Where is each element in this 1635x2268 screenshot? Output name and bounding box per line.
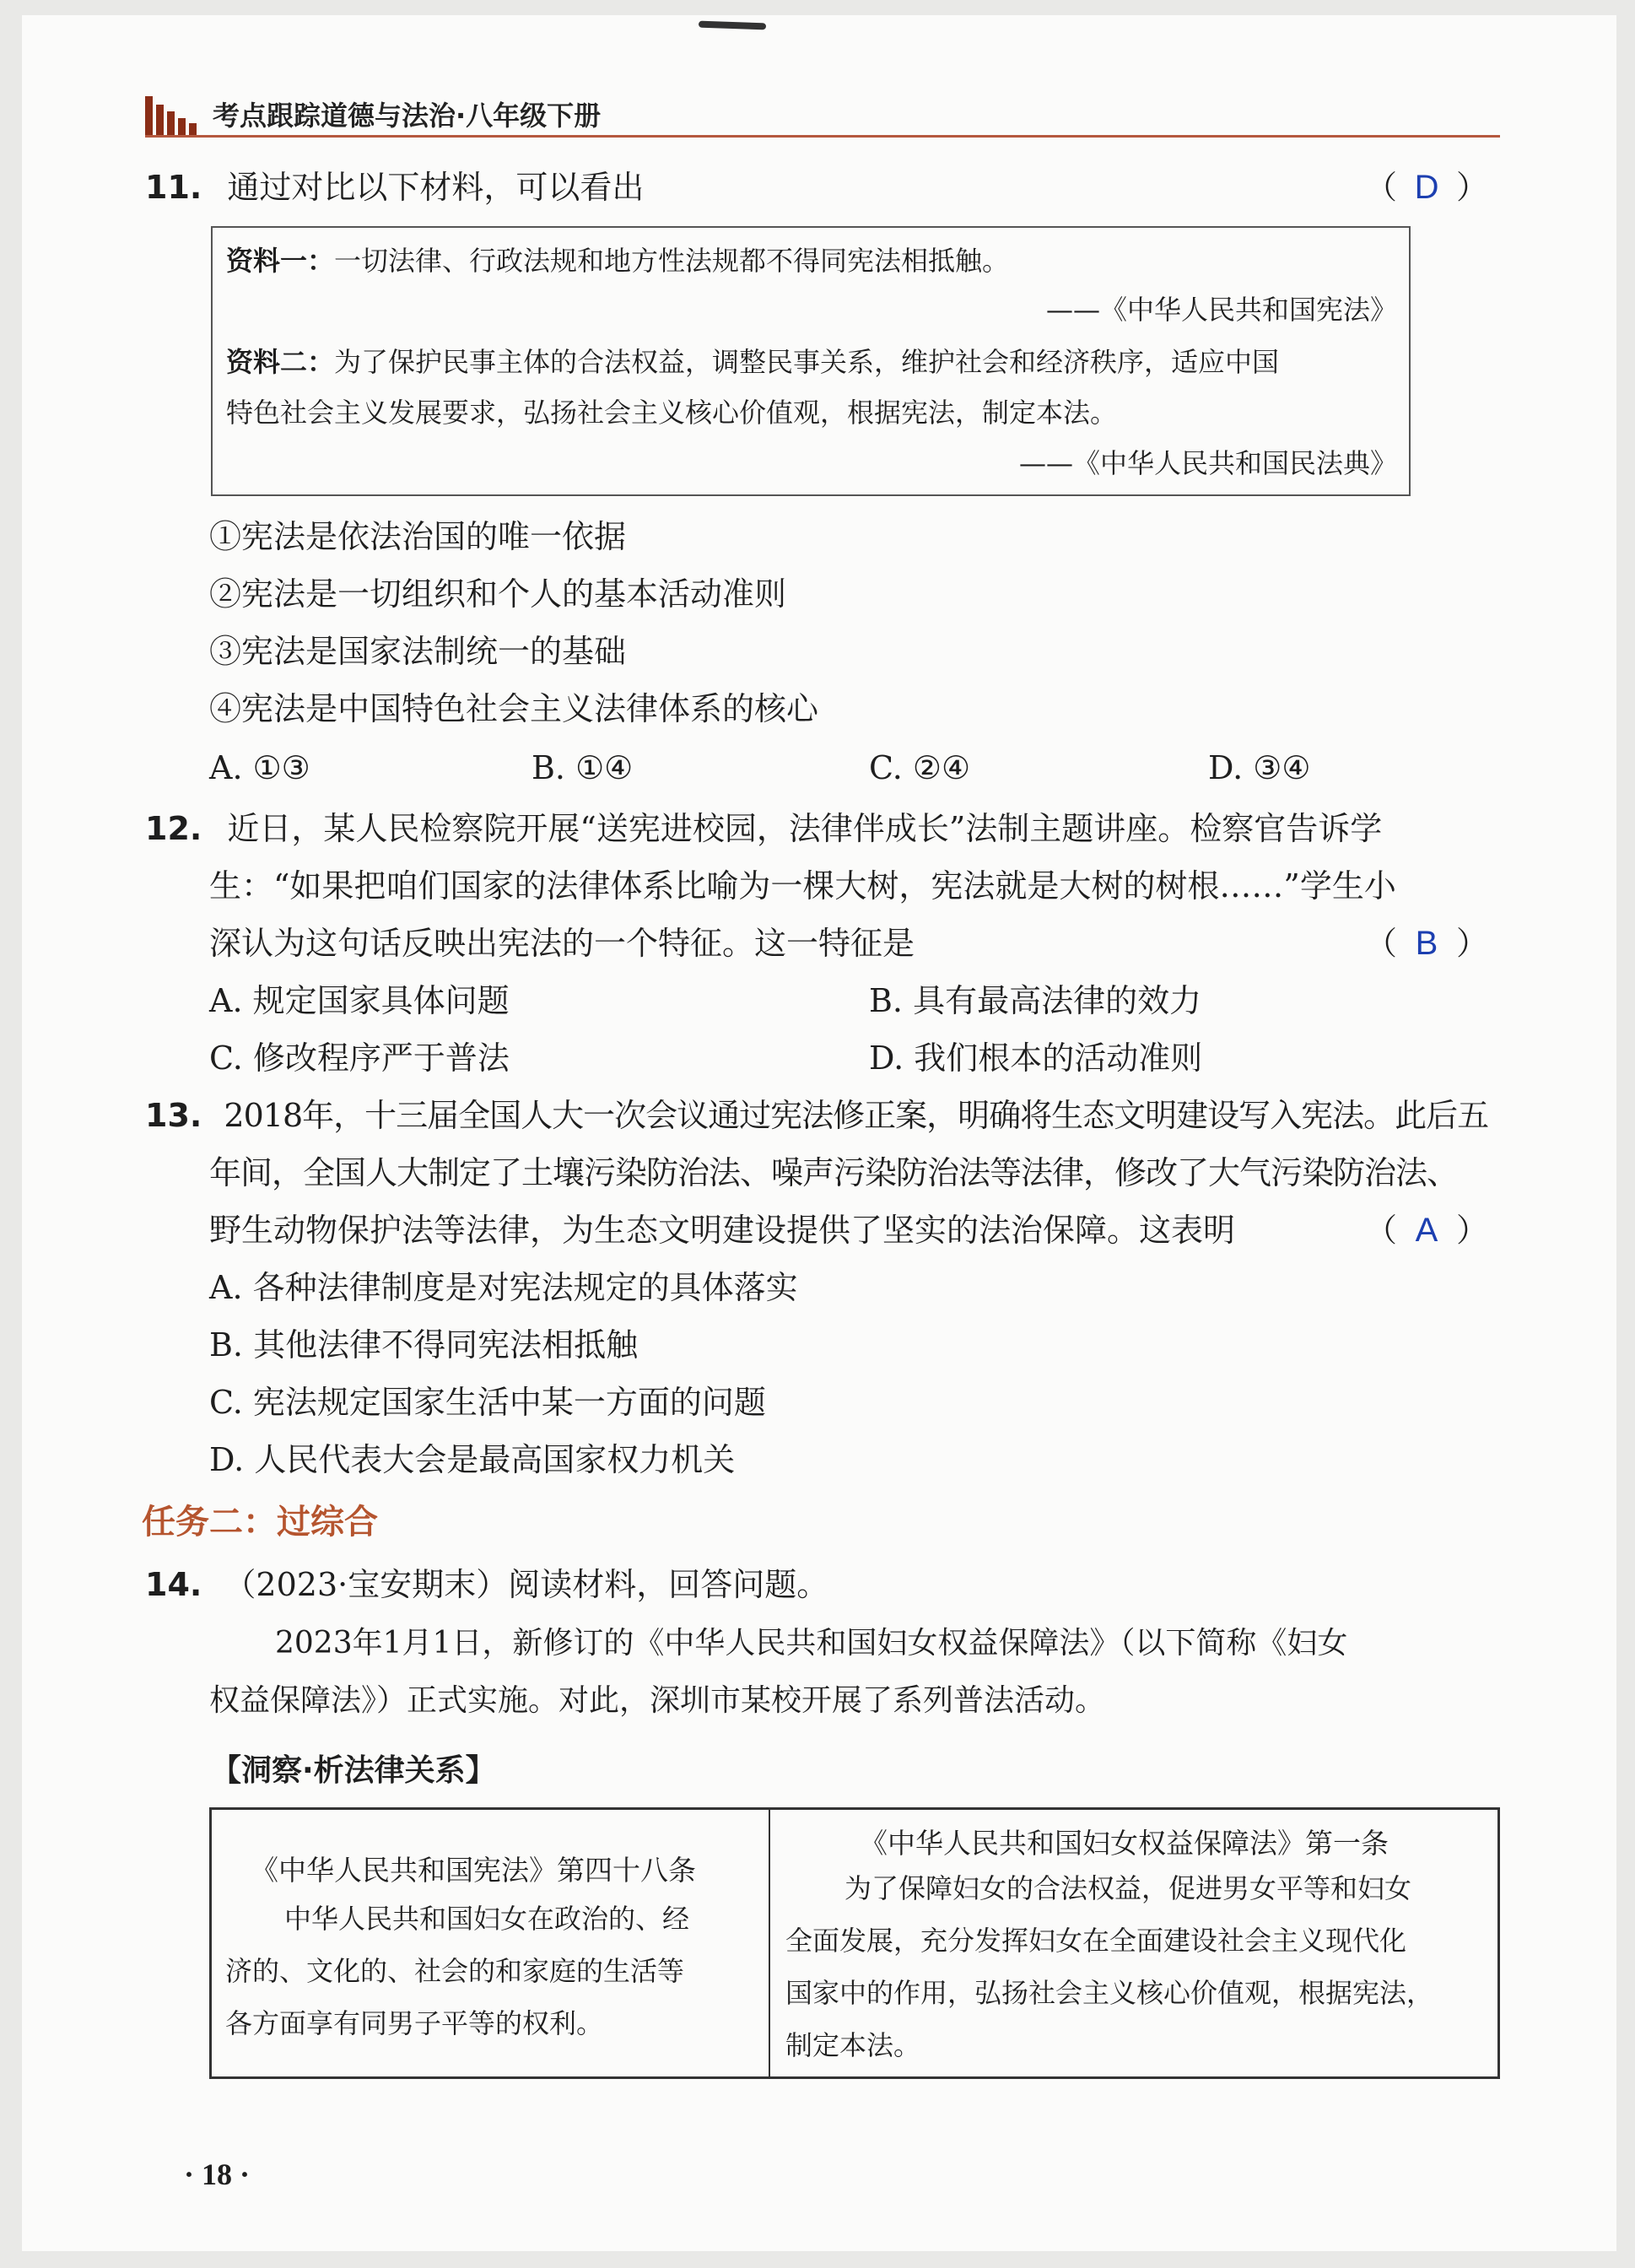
header-title: 考点跟踪道德与法治·八年级下册 — [213, 100, 602, 132]
q11-statement-2: ②宪法是一切组织和个人的基本活动准则 — [209, 575, 787, 613]
q12-number: 12. — [145, 810, 202, 847]
q13-option-c: C. 宪法规定国家生活中某一方面的问题 — [209, 1384, 766, 1421]
q12-answer: （ B ） — [1365, 925, 1489, 962]
table-left-line1: 中华人民共和国妇女在政治的、经 — [284, 1903, 690, 1935]
q12-option-c: C. 修改程序严于普法 — [209, 1040, 510, 1077]
material-1-label: 资料一： — [226, 245, 335, 277]
q11-answer-letter: D — [1414, 169, 1439, 206]
section-heading: 任务二：过综合 — [142, 1503, 378, 1542]
page-number: · 18 · — [184, 2157, 251, 2191]
material-1-text: 一切法律、行政法规和地方性法规都不得同宪法相抵触。 — [334, 245, 1010, 277]
material-2-line1 — [226, 344, 1279, 380]
table-left-text — [225, 1893, 689, 2049]
q13-line3: 野生动物保护法等法律，为生态文明建设提供了坚实的法治保障。这表明 — [209, 1212, 1236, 1249]
table-right-line4: 制定本法。 — [785, 2029, 921, 2061]
header-rule — [145, 135, 1500, 138]
material-2-source: ——《中华人民共和国民法典》 — [1018, 447, 1397, 479]
law-comparison-table — [209, 1807, 1500, 2079]
q13-text1: 2018年，十三届全国人大一次会议通过宪法修正案，明确将生态文明建设写入宪法。此后五 — [224, 1097, 1489, 1134]
q12-option-b: B. 具有最高法律的效力 — [869, 982, 1202, 1019]
table-divider — [769, 1810, 770, 2076]
q13-number: 13. — [145, 1097, 202, 1134]
q14-number: 14. — [145, 1566, 202, 1603]
q13-option-d: D. 人民代表大会是最高国家权力机关 — [209, 1441, 736, 1478]
q11-option-b: B. ①④ — [532, 749, 634, 786]
q12-option-d: D. 我们根本的活动准则 — [869, 1040, 1203, 1077]
table-left-line2: 济的、文化的、社会的和家庭的生活等 — [225, 1955, 685, 1987]
q14-subheading: 【洞察·析法律关系】 — [211, 1753, 496, 1788]
q12-line2: 生：“如果把咱们国家的法律体系比喻为一棵大树，宪法就是大树的树根……”学生小 — [209, 867, 1396, 904]
table-left-title: 《中华人民共和国宪法》第四十八条 — [251, 1854, 696, 1887]
material-2-line2: 特色社会主义发展要求，弘扬社会主义核心价值观，根据宪法，制定本法。 — [226, 397, 1118, 429]
q12-text1: 近日，某人民检察院开展“送宪进校园，法律伴成长”法制主题讲座。检察官告诉学 — [227, 810, 1383, 847]
q11-text: 通过对比以下材料，可以看出 — [227, 169, 645, 206]
table-right-line2: 全面发展，充分发挥妇女在全面建设社会主义现代化 — [785, 1925, 1407, 1957]
q11-material-box — [211, 226, 1411, 496]
q12-line3: 深认为这句话反映出宪法的一个特征。这一特征是 — [209, 925, 915, 962]
table-right-line1: 为了保障妇女的合法权益，促进男女平等和妇女 — [844, 1872, 1412, 1904]
q11-number: 11. — [145, 169, 202, 206]
q13-line1 — [145, 1095, 1488, 1136]
q12-option-a: A. 规定国家具体问题 — [209, 982, 510, 1019]
q11-answer: （ D ） — [1365, 169, 1489, 206]
material-2-label: 资料二： — [226, 346, 335, 378]
table-right-line3: 国家中的作用，弘扬社会主义核心价值观，根据宪法， — [785, 1977, 1434, 2009]
material-1-source: ——《中华人民共和国宪法》 — [1045, 294, 1397, 326]
q13-answer: （ A ） — [1365, 1212, 1489, 1249]
q13-option-b: B. 其他法律不得同宪法相抵触 — [209, 1326, 639, 1364]
q13-option-a: A. 各种法律制度是对宪法规定的具体落实 — [209, 1269, 798, 1306]
book-logo-icon — [145, 94, 197, 135]
material-2-text1: 为了保护民事主体的合法权益，调整民事关系，维护社会和经济秩序，适应中国 — [334, 346, 1280, 378]
q12-line1 — [145, 808, 1382, 849]
table-left-line3: 各方面享有同男子平等的权利。 — [225, 2007, 604, 2039]
q11-stem — [145, 167, 644, 208]
q11-statement-4: ④宪法是中国特色社会主义法律体系的核心 — [209, 690, 819, 727]
table-right-title: 《中华人民共和国妇女权益保障法》第一条 — [860, 1827, 1389, 1860]
q14-para1: 2023年1月1日，新修订的《中华人民共和国妇女权益保障法》（以下简称《妇女 — [275, 1626, 1348, 1660]
q14-line1 — [145, 1564, 828, 1605]
material-1 — [226, 243, 1009, 278]
q11-option-c: C. ②④ — [869, 749, 971, 786]
q14-text1: （2023·宝安期末）阅读材料，回答问题。 — [224, 1566, 829, 1603]
q11-statement-1: ①宪法是依法治国的唯一依据 — [209, 518, 627, 555]
q14-para2: 权益保障法》）正式实施。对此，深圳市某校开展了系列普法活动。 — [209, 1683, 1106, 1718]
q12-answer-letter: B — [1415, 925, 1438, 962]
table-right-text — [785, 1862, 1433, 2071]
q11-option-d: D. ③④ — [1208, 749, 1311, 786]
q13-line2: 年间，全国人大制定了土壤污染防治法、噪声污染防治法等法律，修改了大气污染防治法、 — [209, 1154, 1459, 1191]
q11-statement-3: ③宪法是国家法制统一的基础 — [209, 633, 627, 670]
q11-option-a: A. ①③ — [209, 749, 310, 786]
q13-answer-letter: A — [1415, 1212, 1438, 1249]
